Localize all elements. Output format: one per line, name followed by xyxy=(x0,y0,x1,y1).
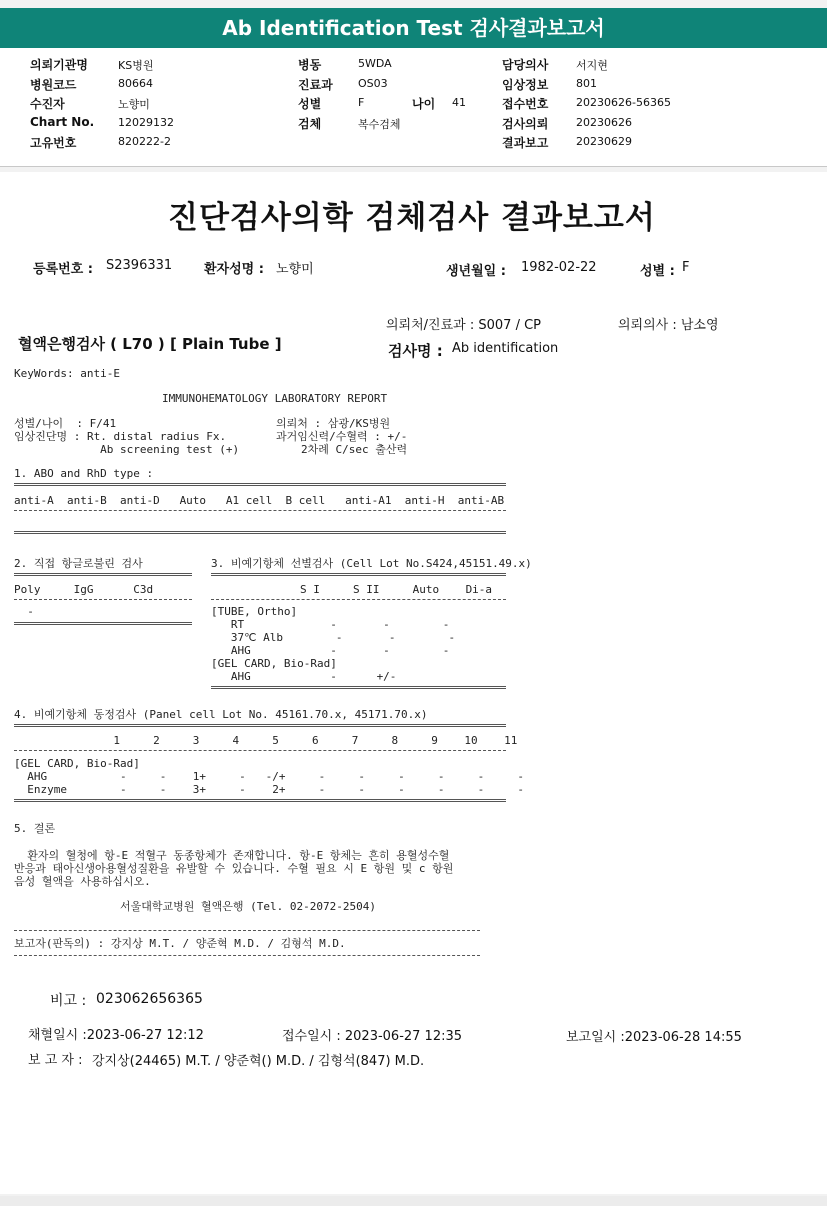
reporter-line: 보고자(판독의) : 강지상 M.T. / 양준혁 M.D. / 김형석 M.D. xyxy=(14,937,346,950)
divider xyxy=(211,573,506,576)
info-value: 서지현 xyxy=(576,59,608,72)
lab-report-title: IMMUNOHEMATOLOGY LABORATORY REPORT xyxy=(162,392,388,405)
ordering-doctor: 의뢰의사 : 남소영 xyxy=(618,318,719,333)
dat-value: - xyxy=(14,605,34,618)
requester: 의뢰처 : 삼광/KS병원 xyxy=(276,417,391,430)
divider xyxy=(14,573,192,576)
sex-age: 성별/나이 : F/41 xyxy=(14,417,117,430)
conclusion-line: 반응과 태아신생아용혈성질환을 유발할 수 있습니다. 수혈 필요 시 E 항원 및 c 항원 xyxy=(14,862,454,875)
screening-header: S I S II Auto Di-a xyxy=(300,583,493,596)
divider xyxy=(14,510,506,511)
divider xyxy=(14,799,506,802)
section-4-title: 4. 비예기항체 동정검사 (Panel cell Lot No. 45161.70.x, 45171.70.x) xyxy=(14,708,428,721)
info-label: 병동 xyxy=(298,58,322,72)
info-value: 노향미 xyxy=(118,98,150,111)
dat-header: Poly IgG C3d xyxy=(14,583,154,596)
dob-value: 1982-02-22 xyxy=(521,260,597,275)
info-label: 의뢰기관명 xyxy=(30,58,88,72)
section-1-title: 1. ABO and RhD type : xyxy=(14,467,154,480)
info-value: 820222-2 xyxy=(118,135,171,148)
divider xyxy=(14,750,506,751)
divider xyxy=(14,724,506,727)
section-3-title: 3. 비예기항체 선별검사 (Cell Lot No.S424,45151.49.x) xyxy=(211,557,532,570)
screening-row: [GEL CARD, Bio-Rad] xyxy=(211,657,337,670)
blood-bank-contact: 서울대학교병원 혈액은행 (Tel. 02-2072-2504) xyxy=(120,900,376,913)
receipt-time: 접수일시 : 2023-06-27 12:35 xyxy=(282,1029,463,1044)
remark-label: 비고 : xyxy=(50,993,87,1009)
section-2-title: 2. 직접 항글로불린 검사 xyxy=(14,557,143,570)
report-time: 보고일시 :2023-06-28 14:55 xyxy=(566,1030,742,1045)
patient-name-label: 환자성명 : xyxy=(204,262,264,277)
reporter-label: 보 고 자 : xyxy=(28,1053,83,1068)
panel-header: 1 2 3 4 5 6 7 8 9 10 11 xyxy=(14,734,518,747)
test-group: 혈액은행검사 ( L70 ) [ Plain Tube ] xyxy=(18,335,282,353)
screening-row: [TUBE, Ortho] xyxy=(211,605,298,618)
history-2: 2차례 C/sec 출산력 xyxy=(301,443,408,456)
collection-time: 채혈일시 :2023-06-27 12:12 xyxy=(28,1028,204,1043)
screening-row: AHG - +/- xyxy=(211,670,397,683)
divider xyxy=(14,955,480,956)
divider xyxy=(14,483,506,486)
diagnosis-2: Ab screening test (+) xyxy=(14,443,240,456)
divider xyxy=(211,686,506,689)
bottom-strip xyxy=(0,1196,827,1206)
reg-label: 등록번호 : xyxy=(33,262,93,277)
divider xyxy=(211,599,506,600)
divider xyxy=(14,599,192,600)
test-name-value: Ab identification xyxy=(452,341,559,356)
keywords: KeyWords: anti-E xyxy=(14,367,120,380)
info-value: F xyxy=(358,96,365,109)
info-value: OS03 xyxy=(358,77,388,90)
screening-row: RT - - - xyxy=(211,618,450,631)
info-label: 나이 xyxy=(412,97,436,111)
info-value: 801 xyxy=(576,77,597,90)
info-label: 검사의뢰 xyxy=(502,117,549,131)
sex-value: F xyxy=(682,260,690,275)
info-value: 41 xyxy=(452,96,466,109)
divider xyxy=(14,622,192,625)
report-title: 진단검사의학 검체검사 결과보고서 xyxy=(168,200,656,236)
conclusion-line: 환자의 혈청에 항-E 적혈구 동종항체가 존재합니다. 항-E 항체는 흔히 용혈성수혈 xyxy=(14,849,450,862)
info-value: 12029132 xyxy=(118,116,174,129)
divider xyxy=(14,930,480,931)
dept: 의뢰처/진료과 : S007 / CP xyxy=(386,318,541,333)
info-label: 접수번호 xyxy=(502,97,549,111)
info-label: 성별 xyxy=(298,97,322,111)
info-value: 5WDA xyxy=(358,57,392,70)
info-label: 검체 xyxy=(298,117,322,131)
reporter-value: 강지상(24465) M.T. / 양준혁() M.D. / 김형석(847) M.D. xyxy=(92,1054,425,1069)
info-label: 병원코드 xyxy=(30,78,77,92)
reg-value: S2396331 xyxy=(106,258,173,273)
patient-info-panel xyxy=(0,48,827,167)
info-label: 수진자 xyxy=(30,97,65,111)
screening-row: AHG - - - xyxy=(211,644,450,657)
sex-label: 성별 : xyxy=(640,264,675,279)
report-header: Ab Identification Test 검사결과보고서 xyxy=(0,8,827,48)
history: 과거임신력/수혈력 : +/- xyxy=(276,430,408,443)
diagnosis: 임상진단명 : Rt. distal radius Fx. xyxy=(14,430,227,443)
info-label: 결과보고 xyxy=(502,136,549,150)
top-strip xyxy=(0,0,827,8)
info-label: Chart No. xyxy=(30,115,95,129)
screening-row: 37℃ Alb - - - xyxy=(211,631,456,644)
info-value: 80664 xyxy=(118,77,153,90)
section-5-title: 5. 결론 xyxy=(14,822,56,835)
info-label: 담당의사 xyxy=(502,58,549,72)
abo-header: anti-A anti-B anti-D Auto A1 cell B cell anti-A1 anti-H anti-AB xyxy=(14,494,505,507)
test-name-label: 검사명 : xyxy=(388,342,443,360)
panel-row: AHG - - 1+ - -/+ - - - - - - xyxy=(14,770,524,783)
info-label: 고유번호 xyxy=(30,136,77,150)
panel-row: [GEL CARD, Bio-Rad] xyxy=(14,757,140,770)
panel-row: Enzyme - - 3+ - 2+ - - - - - - xyxy=(14,783,524,796)
patient-name-value: 노향미 xyxy=(276,262,314,277)
report-document xyxy=(0,172,827,1194)
info-value: 복수검체 xyxy=(358,118,401,131)
info-value: 20230626 xyxy=(576,116,632,129)
conclusion-line: 음성 혈액을 사용하십시오. xyxy=(14,875,151,888)
info-value: KS병원 xyxy=(118,59,154,72)
info-value: 20230626-56365 xyxy=(576,96,671,109)
remark-value: 023062656365 xyxy=(96,991,203,1007)
dob-label: 생년월일 : xyxy=(446,264,506,279)
info-label: 진료과 xyxy=(298,78,333,92)
divider xyxy=(14,531,506,534)
info-label: 임상정보 xyxy=(502,78,549,92)
info-value: 20230629 xyxy=(576,135,632,148)
